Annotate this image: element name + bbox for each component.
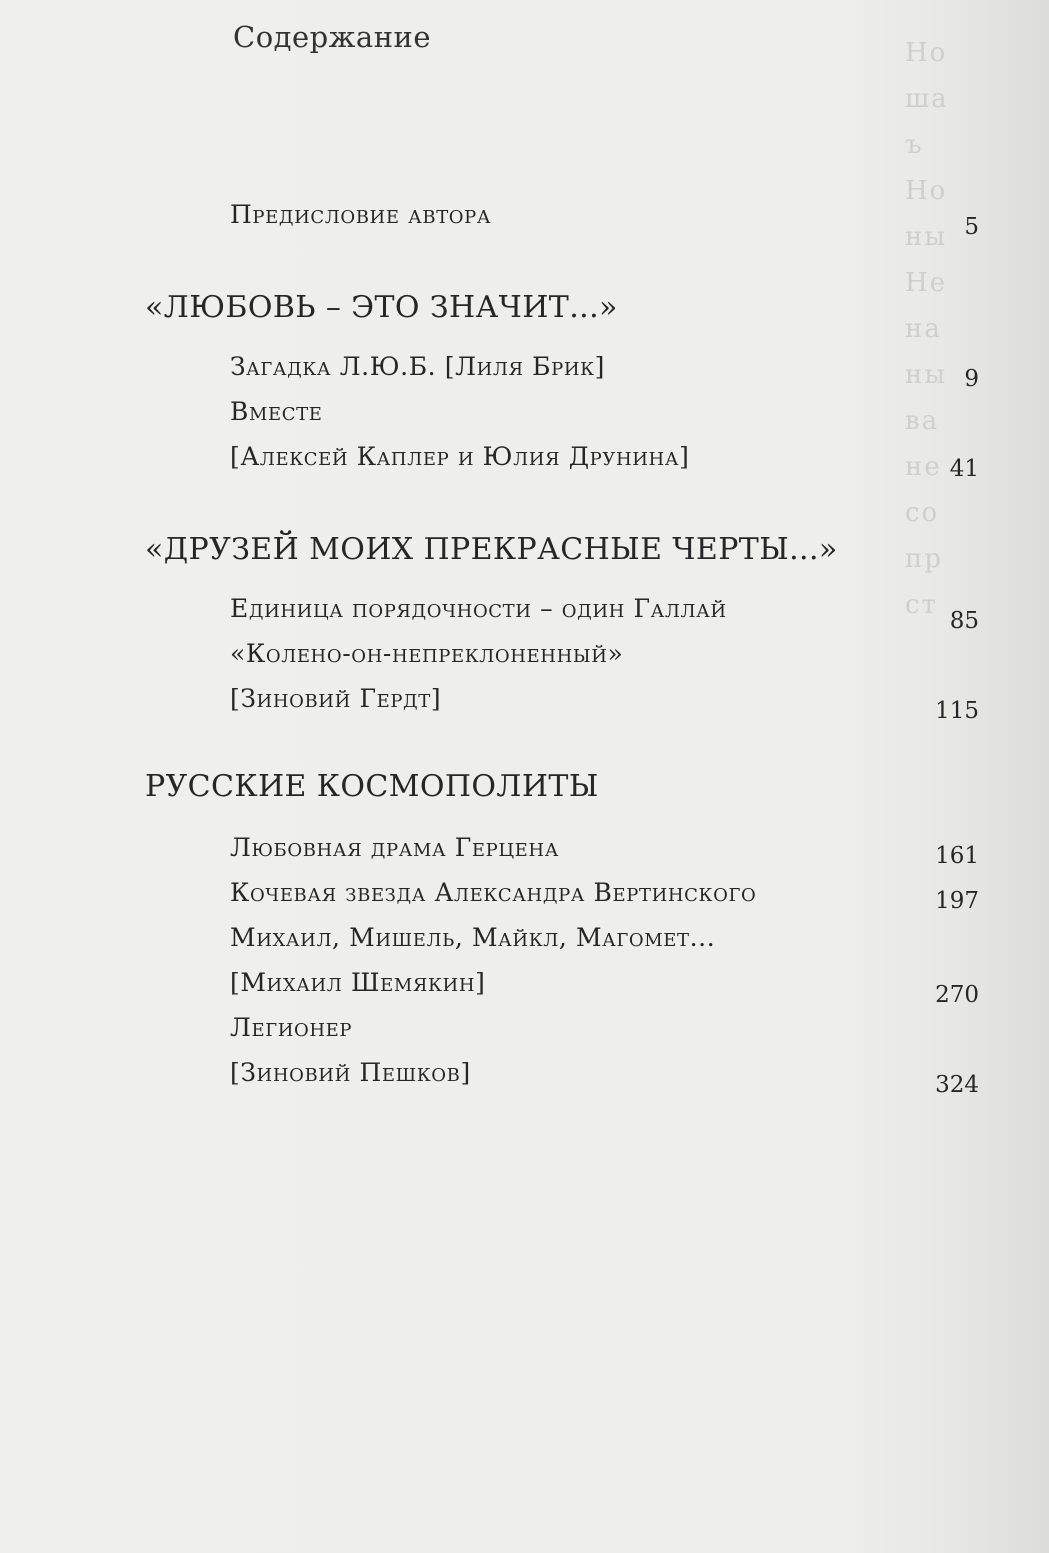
toc-entry (0, 1058, 1049, 1102)
page-number: 85 (949, 608, 979, 634)
page-number: 197 (935, 888, 979, 914)
toc-entry (0, 1013, 1049, 1057)
toc-heading: Содержание (233, 20, 432, 54)
entry-title: [Зиновий Пешков] (230, 1058, 471, 1087)
page-number: 115 (935, 698, 979, 724)
entry-title: Легионер (230, 1013, 353, 1042)
toc-entry (0, 594, 1049, 638)
toc-entry-preface (0, 200, 1049, 244)
toc-entry (0, 639, 1049, 683)
toc-entry (0, 968, 1049, 1012)
entry-title: Загадка Л.Ю.Б. [Лиля Брик] (230, 352, 606, 381)
bleed-through-text: Но ша ъ Но ны Не на ны ва не со пр ст (905, 38, 949, 620)
page-number: 41 (949, 456, 979, 482)
page-number: 324 (935, 1072, 979, 1098)
section-title: «ДРУЗЕЙ МОИХ ПРЕКРАСНЫЕ ЧЕРТЫ...» (145, 532, 838, 567)
page-number: 5 (964, 214, 979, 240)
entry-title: Единица порядочности – один Галлай (230, 594, 727, 623)
page-number: 9 (964, 366, 979, 392)
toc-entry (0, 352, 1049, 396)
entry-title: [Алексей Каплер и Юлия Друнина] (230, 442, 690, 471)
page-number: 270 (935, 982, 979, 1008)
entry-title: Любовная драма Герцена (230, 833, 559, 862)
entry-title: [Михаил Шемякин] (230, 968, 486, 997)
section-title: РУССКИЕ КОСМОПОЛИТЫ (145, 769, 599, 804)
entry-title: Кочевая звезда Александра Вертинского (230, 878, 757, 907)
entry-title: [Зиновий Гердт] (230, 684, 442, 713)
toc-entry (0, 923, 1049, 967)
entry-title: Вместе (230, 397, 323, 426)
page-number: 161 (935, 843, 979, 869)
section-title: «ЛЮБОВЬ – ЭТО ЗНАЧИТ...» (145, 290, 618, 325)
toc-entry (0, 833, 1049, 877)
toc-entry (0, 684, 1049, 728)
toc-entry (0, 878, 1049, 922)
entry-title: «Колено-он-непреклоненный» (230, 639, 624, 668)
toc-entry (0, 442, 1049, 486)
entry-title: Предисловие автора (230, 200, 492, 229)
toc-entry (0, 397, 1049, 441)
entry-title: Михаил, Мишель, Майкл, Магомет... (230, 923, 716, 952)
